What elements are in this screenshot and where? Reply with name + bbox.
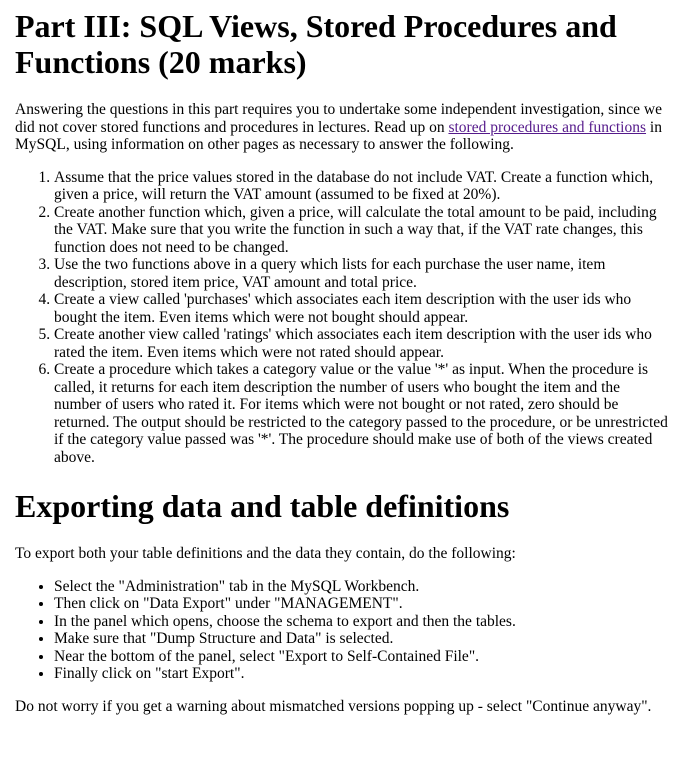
part3-heading: Part III: SQL Views, Stored Procedures and Functions (20 marks) xyxy=(15,8,617,80)
export-step-1: • Select the "Administration" tab in the MySQL Workbench. xyxy=(54,578,671,596)
question-4: 4. Create a view called 'purchases' which associates each item description with the user ids who bought the item. Even items which were not bought should appear. xyxy=(54,291,671,326)
stored-procedures-link[interactable]: stored procedures and functions xyxy=(448,118,647,136)
export-step-2: • Then click on "Data Export" under "MANAGEMENT". xyxy=(54,595,671,613)
question-3: 3. Use the two functions above in a query which lists for each purchase the user name, item description, stored item price, VAT amount and total price. xyxy=(54,256,671,291)
export-intro: To export both your table definitions and the data they contain, do the following: xyxy=(15,545,516,562)
export-note: Do not worry if you get a warning about mismatched versions popping up - select "Continue anyway". xyxy=(15,697,652,715)
export-step-5: • Near the bottom of the panel, select "Export to Self-Contained File". xyxy=(54,648,671,666)
export-heading: Exporting data and table definitions xyxy=(15,488,510,524)
part3-question-list xyxy=(15,169,671,467)
question-2: 2. Create another function which, given a price, will calculate the total amount to be paid, including the VAT. Make sure that you write the function in such a way that, if the VAT rate changes, this function does not need to be changed. xyxy=(54,204,671,257)
export-step-3: • In the panel which opens, choose the schema to export and then the tables. xyxy=(54,613,671,631)
export-step-list xyxy=(15,578,671,683)
question-6: 6. Create a procedure which takes a category value or the value '*' as input. When the procedure is called, it returns for each item description the number of users who bought the item and the number of users who rated it. For items which were not bought or not rated, zero should be returned. The output should be restricted to the category passed to the procedure, or be unrestricted if the category value passed was '*'. The procedure should make use of both of the views created above. xyxy=(54,361,671,466)
part3-intro-text-after: in MySQL, using information on other pages as necessary to answer the following. xyxy=(15,118,662,153)
part3-intro-text-before: Answering the questions in this part requires you to undertake some independent investigation, since we did not cover stored functions and procedures in lectures. Read up on xyxy=(15,101,662,136)
export-step-4: • Make sure that "Dump Structure and Data" is selected. xyxy=(54,630,671,648)
question-1: 1. Assume that the price values stored in the database do not include VAT. Create a function which, given a price, will return the VAT amount (assumed to be fixed at 20%). xyxy=(54,169,671,204)
question-5: 5. Create another view called 'ratings' which associates each item description with the user ids who rated the item. Even items which were not rated should appear. xyxy=(54,326,671,361)
part3-intro xyxy=(15,101,671,154)
export-step-6: • Finally click on "start Export". xyxy=(54,665,671,683)
